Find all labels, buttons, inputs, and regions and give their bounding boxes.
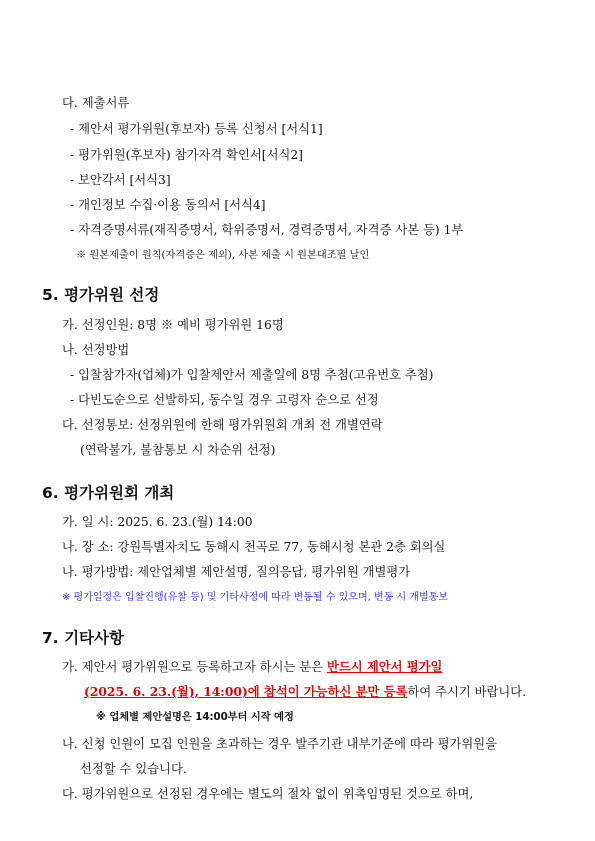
presentation-start-note: ※ 업체별 제안설명은 14:00부터 시작 예정: [96, 712, 294, 723]
selection-method-item: - 다빈도순으로 선발하되, 동수일 경우 고령자 순으로 선정: [70, 393, 379, 407]
original-submission-note: ※ 원본제출이 원칙(자격증은 제외), 사본 제출 시 원본대조필 날인: [76, 250, 370, 261]
other-item-na-cont: 선정할 수 있습니다.: [80, 762, 187, 776]
evaluation-method: 나. 평가방법: 제안업체별 제안설명, 질의응답, 평가위원 개별평가: [62, 565, 411, 579]
schedule-change-note: ※ 평가일정은 입찰진행(유찰 등) 및 기타사정에 따라 변동될 수 있으며, 변동 시 개별통보: [62, 592, 448, 603]
selection-method-item: - 입찰참가자(업체)가 입찰제안서 제출일에 8명 추첨(고유번호 추첨): [70, 368, 434, 382]
other-item-ga-text: 가. 제안서 평가위원으로 등록하고자 하시는 분은: [62, 660, 327, 674]
section-5-heading: 5. 평가위원 선정: [42, 286, 160, 304]
section-6-heading: 6. 평가위원회 개최: [42, 484, 175, 502]
other-item-da: 다. 평가위원으로 선정된 경우에는 별도의 절차 없이 위촉임명된 것으로 하며,: [62, 787, 474, 801]
section-7-heading: 7. 기타사항: [42, 629, 124, 647]
doc-item: - 개인정보 수집·이용 동의서 [서식4]: [70, 198, 266, 212]
other-item-ga-end: 하여 주시기 바랍니다.: [407, 685, 527, 699]
selection-method-title: 나. 선정방법: [62, 343, 130, 357]
doc-item: - 제안서 평가위원(후보자) 등록 신청서 [서식1]: [70, 122, 323, 136]
other-item-ga-cont: [84, 684, 526, 700]
doc-item: - 평가위원(후보자) 참가자격 확인서[서식2]: [70, 148, 303, 162]
selection-notice-cont: (연락불가, 불참통보 시 차순위 선정): [80, 443, 276, 457]
meeting-location: 나. 장 소: 강원특별자치도 동해시 천곡로 77, 동해시청 본관 2층 회의실: [62, 540, 446, 554]
other-item-na: 나. 신청 인원이 모집 인원을 초과하는 경우 발주기관 내부기준에 따라 평가위원을: [62, 737, 497, 751]
doc-item: - 보안각서 [서식3]: [70, 173, 171, 187]
attendance-requirement: 반드시 제안서 평가일: [326, 659, 443, 674]
submission-docs-title: 다. 제출서류: [62, 96, 130, 110]
selection-count: 가. 선정인원: 8명 ※ 예비 평가위원 16명: [62, 318, 284, 332]
doc-item: - 자격증명서류(재직증명서, 학위증명서, 경력증명서, 자격증 사본 등) 1부: [70, 223, 464, 237]
selection-notice: 다. 선정통보: 선정위원에 한해 평가위원회 개최 전 개별연락: [62, 418, 383, 432]
other-item-ga: [62, 659, 442, 675]
attendance-requirement-date: (2025. 6. 23.(월), 14:00)에 참석이 가능하신 분만 등록: [84, 684, 408, 699]
meeting-datetime: 가. 일 시: 2025. 6. 23.(월) 14:00: [62, 515, 253, 529]
